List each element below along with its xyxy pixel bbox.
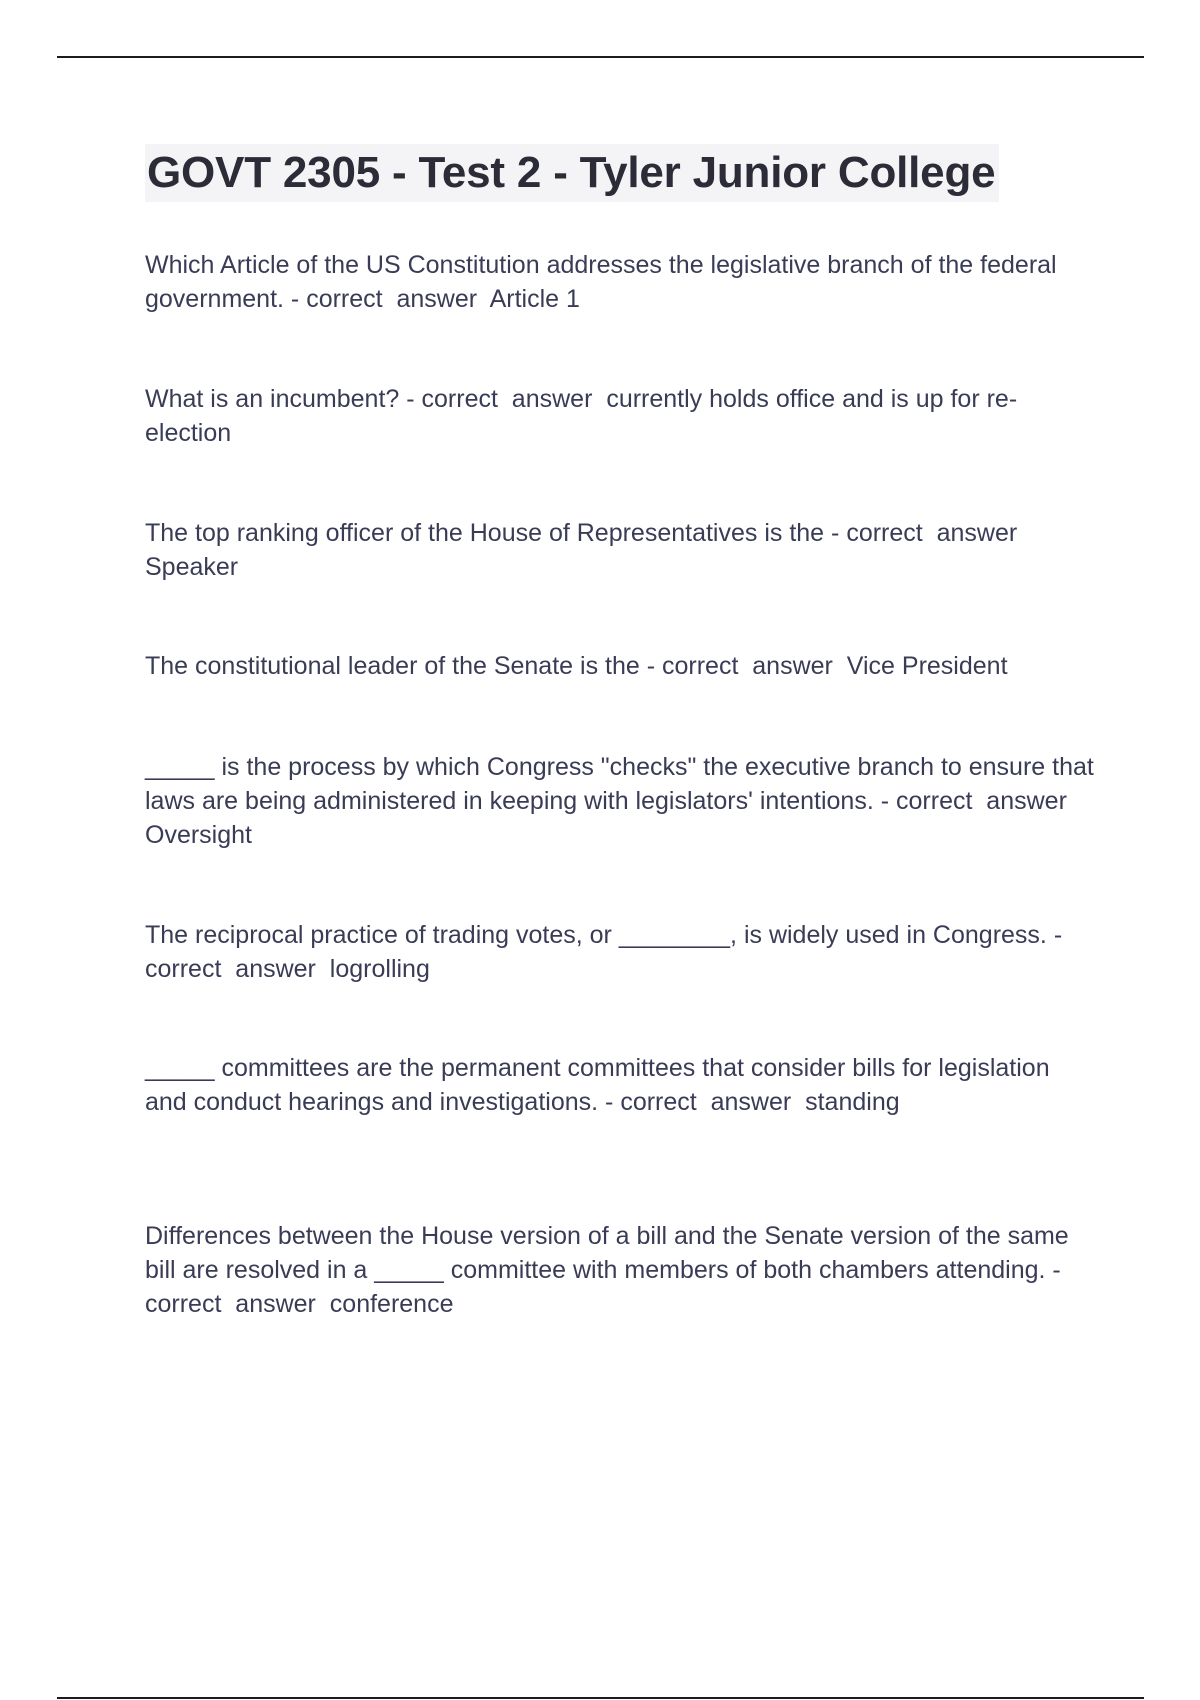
question-text: Differences between the House version of a bill and the Senate version of the same bill are resolved in a _____ committee with members of both chambers attending. xyxy=(145,1222,1076,1284)
answer-text: conference xyxy=(329,1290,454,1318)
qa-item-1: Which Article of the US Constitution addresses the legislative branch of the federal government. - correct answer Article 1 xyxy=(145,251,1064,313)
answer-label: correct answer xyxy=(145,955,316,983)
qa-item-2: What is an incumbent? - correct answer currently holds office and is up for re-election xyxy=(145,385,1018,447)
answer-text: standing xyxy=(805,1088,900,1116)
answer-text: Speaker xyxy=(145,553,239,581)
qa-item-7: _____ committees are the permanent committees that consider bills for legislation and conduct hearings and investigations. - correct answer standing xyxy=(145,1054,1057,1116)
question-text: The constitutional leader of the Senate is the xyxy=(145,652,640,680)
question-text: _____ committees are the permanent committees that consider bills for legislation and conduct hearings and investigations. xyxy=(145,1054,1057,1116)
answer-label: correct answer xyxy=(620,1088,792,1116)
answer-label: correct answer xyxy=(421,385,593,413)
document-body xyxy=(145,144,1101,1318)
answer-text: Oversight xyxy=(145,821,252,849)
question-text: The reciprocal practice of trading votes, or ________, is widely used in Congress. xyxy=(145,921,1047,949)
qa-item-6: The reciprocal practice of trading votes, or ________, is widely used in Congress. - correct answer logrolling xyxy=(145,921,1070,983)
answer-text: Article 1 xyxy=(489,285,580,313)
qa-item-4: The constitutional leader of the Senate is the - correct answer Vice President xyxy=(145,652,1008,680)
answer-label: correct answer xyxy=(306,285,478,313)
answer-text: logrolling xyxy=(329,955,430,983)
answer-label: correct answer xyxy=(896,787,1067,815)
qa-item-8: Differences between the House version of a bill and the Senate version of the same bill are resolved in a _____ committee with members of both chambers attending. - correct answer conference xyxy=(145,1222,1076,1318)
bottom-rule xyxy=(57,1697,1144,1699)
answer-label: correct answer xyxy=(661,652,833,680)
answer-label: correct answer xyxy=(145,1290,316,1318)
top-rule xyxy=(57,56,1144,58)
qa-item-3: The top ranking officer of the House of Representatives is the - correct answer Speaker xyxy=(145,519,1018,581)
answer-text: Vice President xyxy=(846,652,1008,680)
question-text: What is an incumbent? xyxy=(145,385,400,413)
answer-text: currently holds office and is up for re-election xyxy=(145,385,1018,447)
answer-label: correct answer xyxy=(846,519,1018,547)
qa-item-5: _____ is the process by which Congress "checks" the executive branch to ensure that laws are being administered in keeping with legislators' intentions. - correct answer Oversight xyxy=(145,753,1101,849)
page-title: GOVT 2305 - Test 2 - Tyler Junior College xyxy=(145,144,999,202)
question-text: The top ranking officer of the House of Representatives is the xyxy=(145,519,825,547)
question-text: Which Article of the US Constitution addresses the legislative branch of the federal government. xyxy=(145,251,1064,313)
question-text: _____ is the process by which Congress "checks" the executive branch to ensure that laws are being administered in keeping with legislators' intentions. xyxy=(145,753,1101,815)
